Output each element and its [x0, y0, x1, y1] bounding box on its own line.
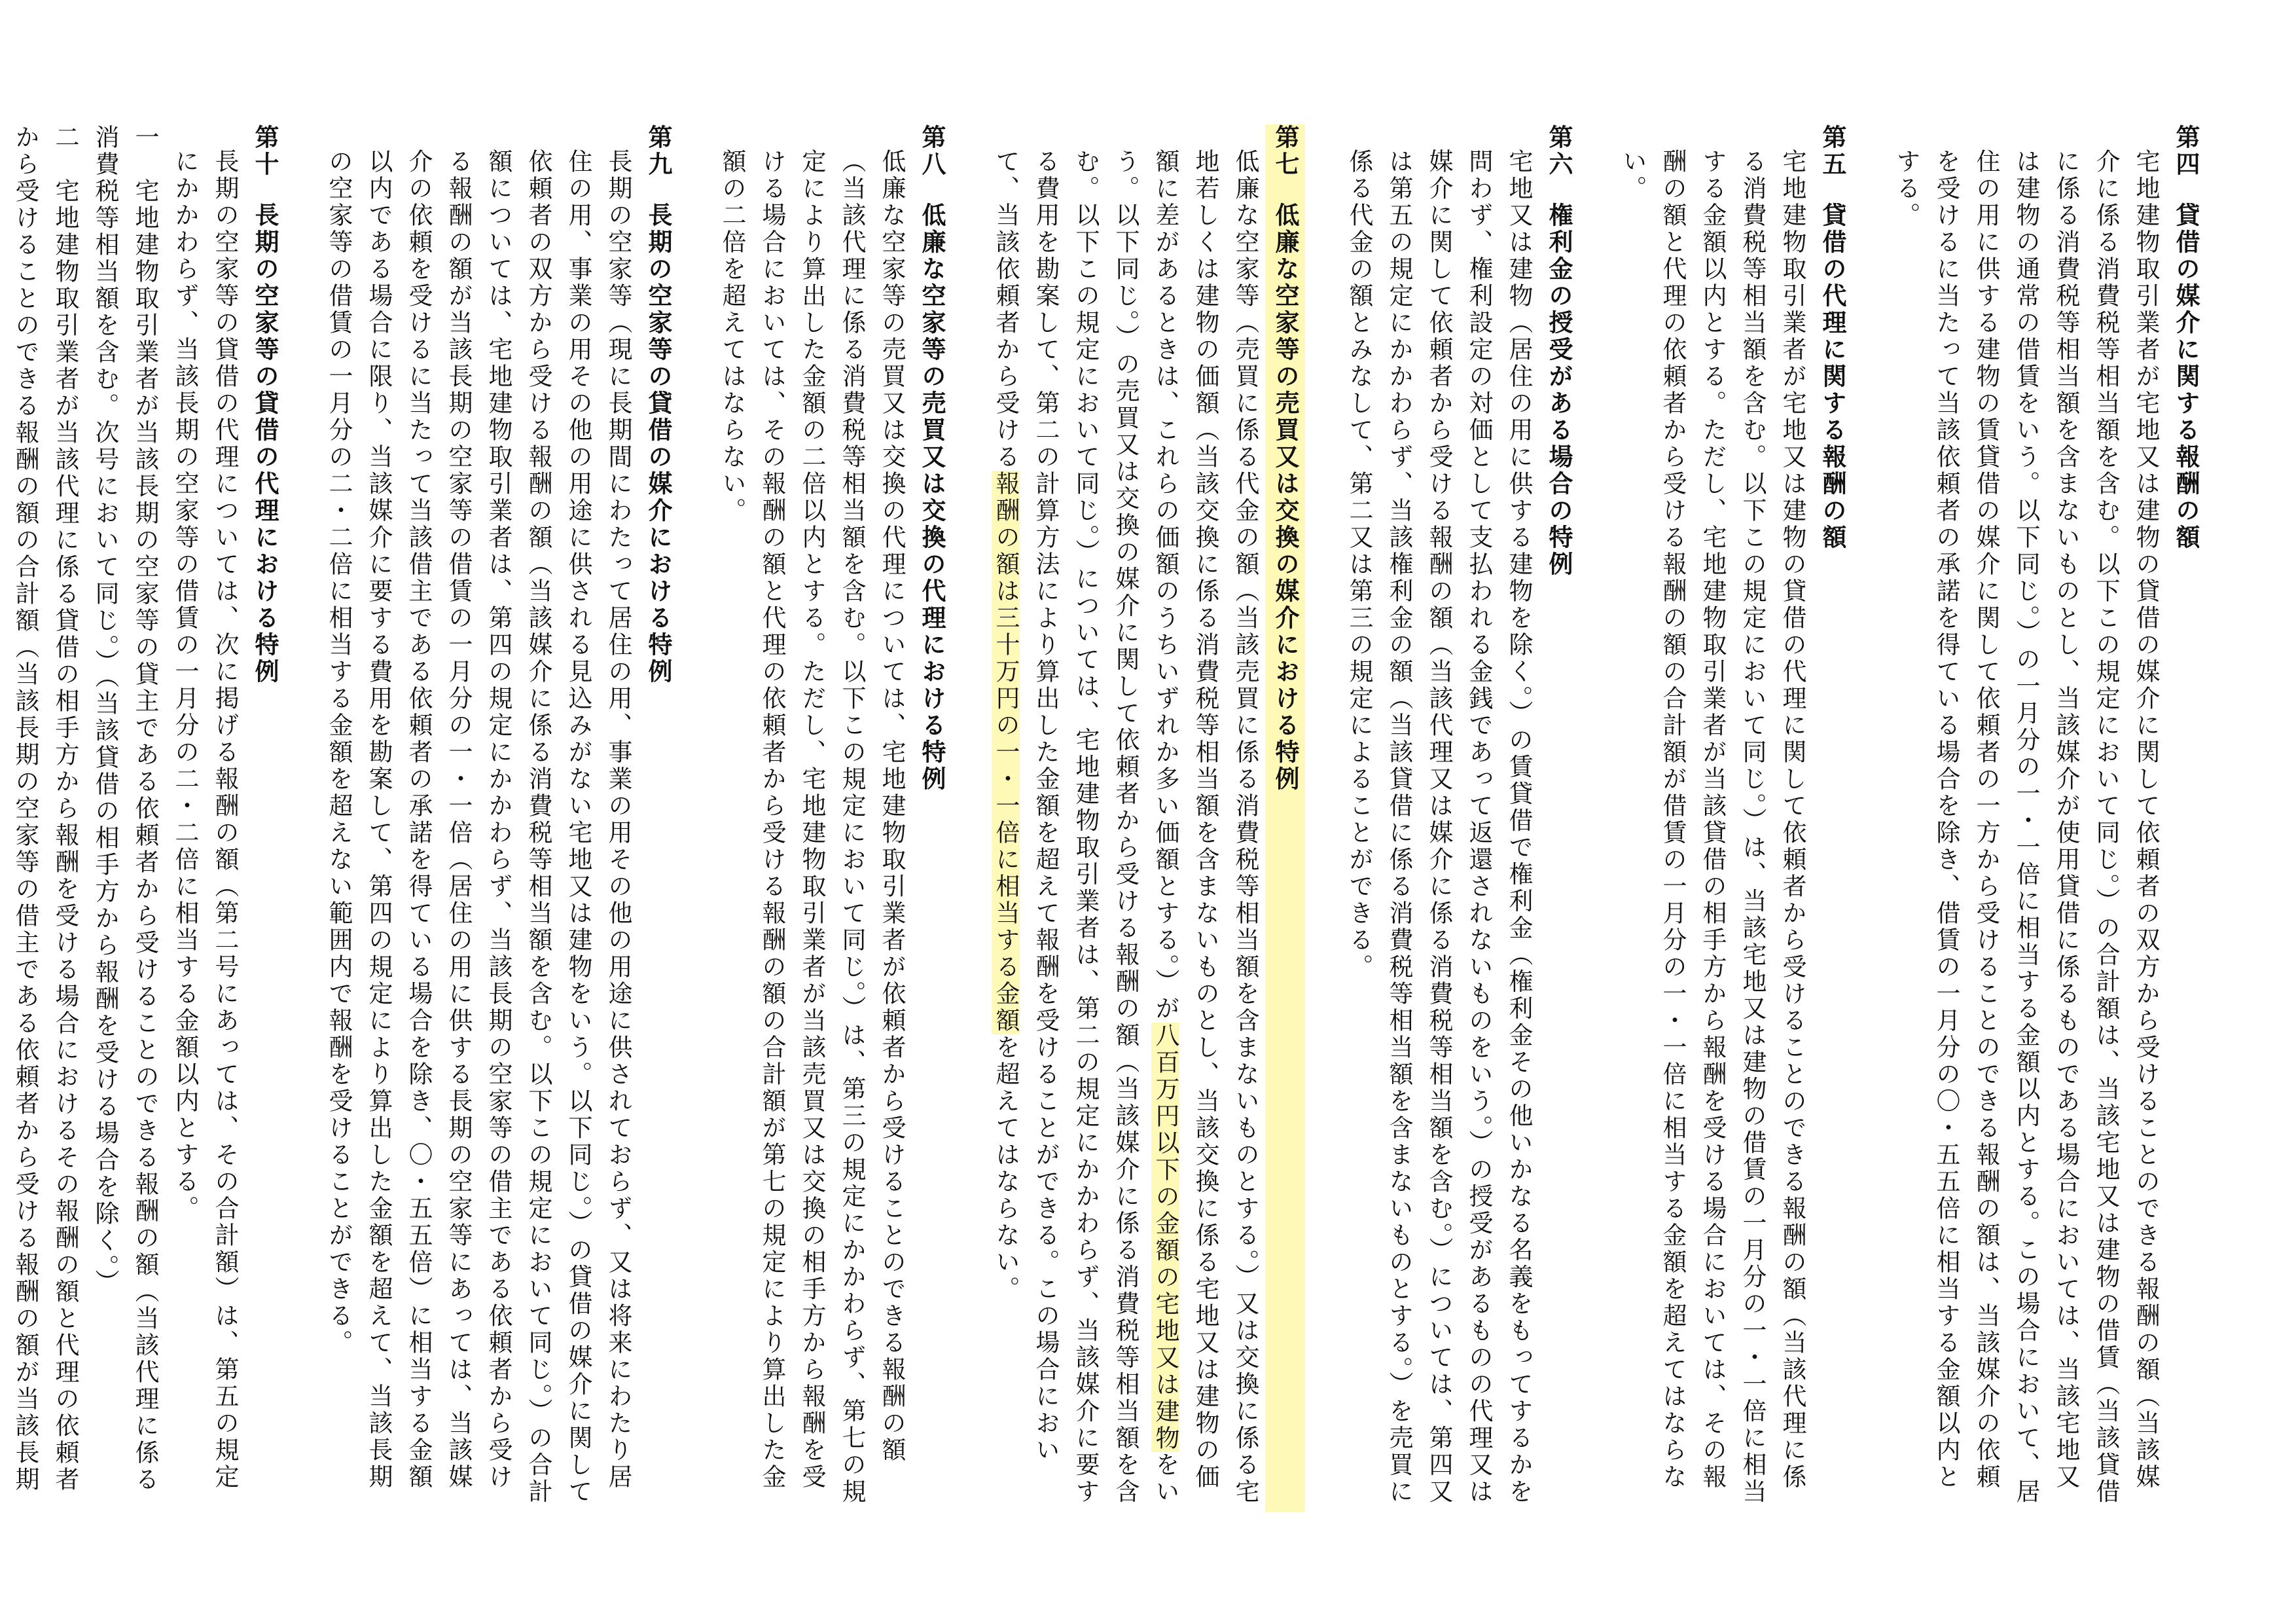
article-title: 貸借の媒介に関する報酬の額 [2172, 202, 2200, 551]
highlighted-text: 八百万円以下の金額の宅地又は建物 [1151, 1022, 1179, 1452]
article-body: 宅地建物取引業者が宅地又は建物の貸借の媒介に関して依頼者の双方から受けることのできる報酬の額（当該媒介に係る消費税等相当額を含む。以下この規定において同じ。）の合計額は、当該宅地又は建物の借賃（当該貸借に係る消費税等相当額を含まないものとし、当該媒介が使用貸借に係るものである場合においては、当該宅地又は建物の通常の借賃をいう。以下同じ。）の一月分の一・一倍に相当する金額以内とする。この場合において、居住の用に供する建物の賃貸借の媒介に関して依頼者の一方から受けることのできる報酬の額は、当該媒介の依頼を受けるに当たって当該依頼者の承諾を得ている場合を除き、借賃の一月分の〇・五五倍に相当する金額以内とする。 [1892, 149, 2160, 1506]
article-6 [1339, 124, 1579, 1512]
article-5 [1613, 124, 1852, 1512]
article-body: 低廉な空家等の売買又は交換の代理については、宅地建物取引業者が依頼者から受けることのできる報酬の額（当該代理に係る消費税等相当額を含む。以下この規定において同じ。）は、第三の規定にかかわらず、第七の規定により算出した金額の二倍以内とする。ただし、宅地建物取引業者が当該売買又は交換の相手方から報酬を受ける場合においては、その報酬の額と代理の依頼者から受ける報酬の額の合計額が第七の規定により算出した金額の二倍を超えてはならない。 [718, 149, 906, 1506]
list-item: 一 宅地建物取引業者が当該長期の空家等の貸主である依頼者から受けることのできる報酬の額（当該代理に係る消費税等相当額を含む。次号において同じ。）（当該貸借の相手方から報酬を受ける場合を除く。） [91, 124, 159, 1493]
article-number: 第九 [644, 124, 672, 178]
article-body: 低廉な空家等（売買に係る代金の額（当該売買に係る消費税等相当額を含まないものとする。）又は交換に係る宅地若しくは建物の価額（当該交換に係る消費税等相当額を含まないものとし、当該交換に係る宅地又は建物の価額に差があるときは、これらの価額のうちいずれか多い価額とする。）が八百万円以下の金額の宅地又は建物をいう。以下同じ。）の売買又は交換の媒介に関して依頼者から受ける報酬の額（当該媒介に係る消費税等相当額を含む。以下この規定において同じ。）については、宅地建物取引業者は、第二の規定にかかわらず、当該媒介に要する費用を勘案して、第二の計算方法により算出した金額を超えて報酬を受けることができる。この場合において、当該依頼者から受ける報酬の額は三十万円の一・一倍に相当する金額を超えてはならない。 [992, 149, 1259, 1506]
article-10 [0, 124, 285, 1512]
article-title: 長期の空家等の貸借の媒介における特例 [644, 202, 672, 685]
article-body: 長期の空家等の貸借の代理については、次に掲げる報酬の額（第二号にあっては、その合計額）は、第五の規定にかかわらず、当該長期の空家等の借賃の一月分の二・二倍に相当する金額以内とする。 [171, 149, 239, 1491]
article-body: 宅地建物取引業者が宅地又は建物の貸借の代理に関して依頼者から受けることのできる報酬の額（当該代理に係る消費税等相当額を含む。以下この規定において同じ。）は、当該宅地又は建物の借賃の一月分の一・一倍に相当する金額以内とする。ただし、宅地建物取引業者が当該貸借の相手方から報酬を受ける場合においては、その報酬の額と代理の依頼者から受ける報酬の額の合計額が借賃の一月分の一・一倍に相当する金額を超えてはならない。 [1619, 149, 1806, 1506]
article-number: 第十 [251, 124, 279, 178]
article-number: 第四 [2172, 124, 2200, 178]
highlighted-text: 報酬の額は三十万円の一・一倍に相当する金額 [992, 471, 1020, 1034]
article-number: 第五 [1818, 124, 1846, 178]
article-title: 権利金の授受がある場合の特例 [1545, 202, 1573, 578]
article-title: 低廉な空家等の売買又は交換の媒介における特例 [1271, 202, 1299, 793]
article-number: 第七 [1271, 124, 1299, 178]
article-9 [319, 124, 678, 1512]
article-body: 長期の空家等（現に長期間にわたって居住の用、事業の用その他の用途に供されておらず、又は将来にわたり居住の用、事業の用その他の用途に供される見込みがない宅地又は建物をいう。以下同じ。）の貸借の媒介に関して依頼者の双方から受ける報酬の額（当該媒介に係る消費税等相当額を含む。以下この規定において同じ。）の合計額については、宅地建物取引業者は、第四の規定にかかわらず、当該長期の空家等の借主である依頼者から受ける報酬の額が当該長期の空家等の借賃の一月分の一・一倍（居住の用に供する長期の空家等にあっては、当該媒介の依頼を受けるに当たって当該借主である依頼者の承諾を得ている場合を除き、〇・五五倍）に相当する金額以内である場合に限り、当該媒介に要する費用を勘案して、第四の規定により算出した金額を超えて、当該長期の空家等の借賃の一月分の二・二倍に相当する金額を超えない範囲内で報酬を受けることができる。 [325, 149, 632, 1506]
article-title: 低廉な空家等の売買又は交換の代理における特例 [918, 202, 946, 793]
article-4 [1886, 124, 2206, 1512]
article-body: 宅地又は建物（居住の用に供する建物を除く。）の賃貸借で権利金（権利金その他いかなる名義をもってするかを問わず、権利設定の対価として支払われる金銭であって返還されないものをいう。）の授受があるものの代理又は媒介に関して依頼者から受ける報酬の額（当該代理又は媒介に係る消費税等相当額を含む。）については、第四又は第五の規定にかかわらず、当該権利金の額（当該貸借に係る消費税等相当額を含まないものとする。）を売買に係る代金の額とみなして、第二又は第三の規定によることができる。 [1345, 149, 1533, 1506]
highlighted-heading [1265, 124, 1305, 1512]
list-item: 二 宅地建物取引業者が当該代理に係る貸借の相手方から報酬を受ける場合におけるその報酬の額と代理の依頼者から受けることのできる報酬の額の合計額（当該長期の空家等の借主である依頼者から受ける報酬の額が当該長期 [11, 124, 79, 1493]
article-title: 長期の空家等の貸借の代理における特例 [251, 202, 279, 685]
article-number: 第八 [918, 124, 946, 178]
article-number: 第六 [1545, 124, 1573, 178]
article-7 [986, 124, 1305, 1512]
article-title: 貸借の代理に関する報酬の額 [1818, 202, 1846, 551]
document-page [11, 124, 2206, 1512]
article-8 [712, 124, 952, 1512]
